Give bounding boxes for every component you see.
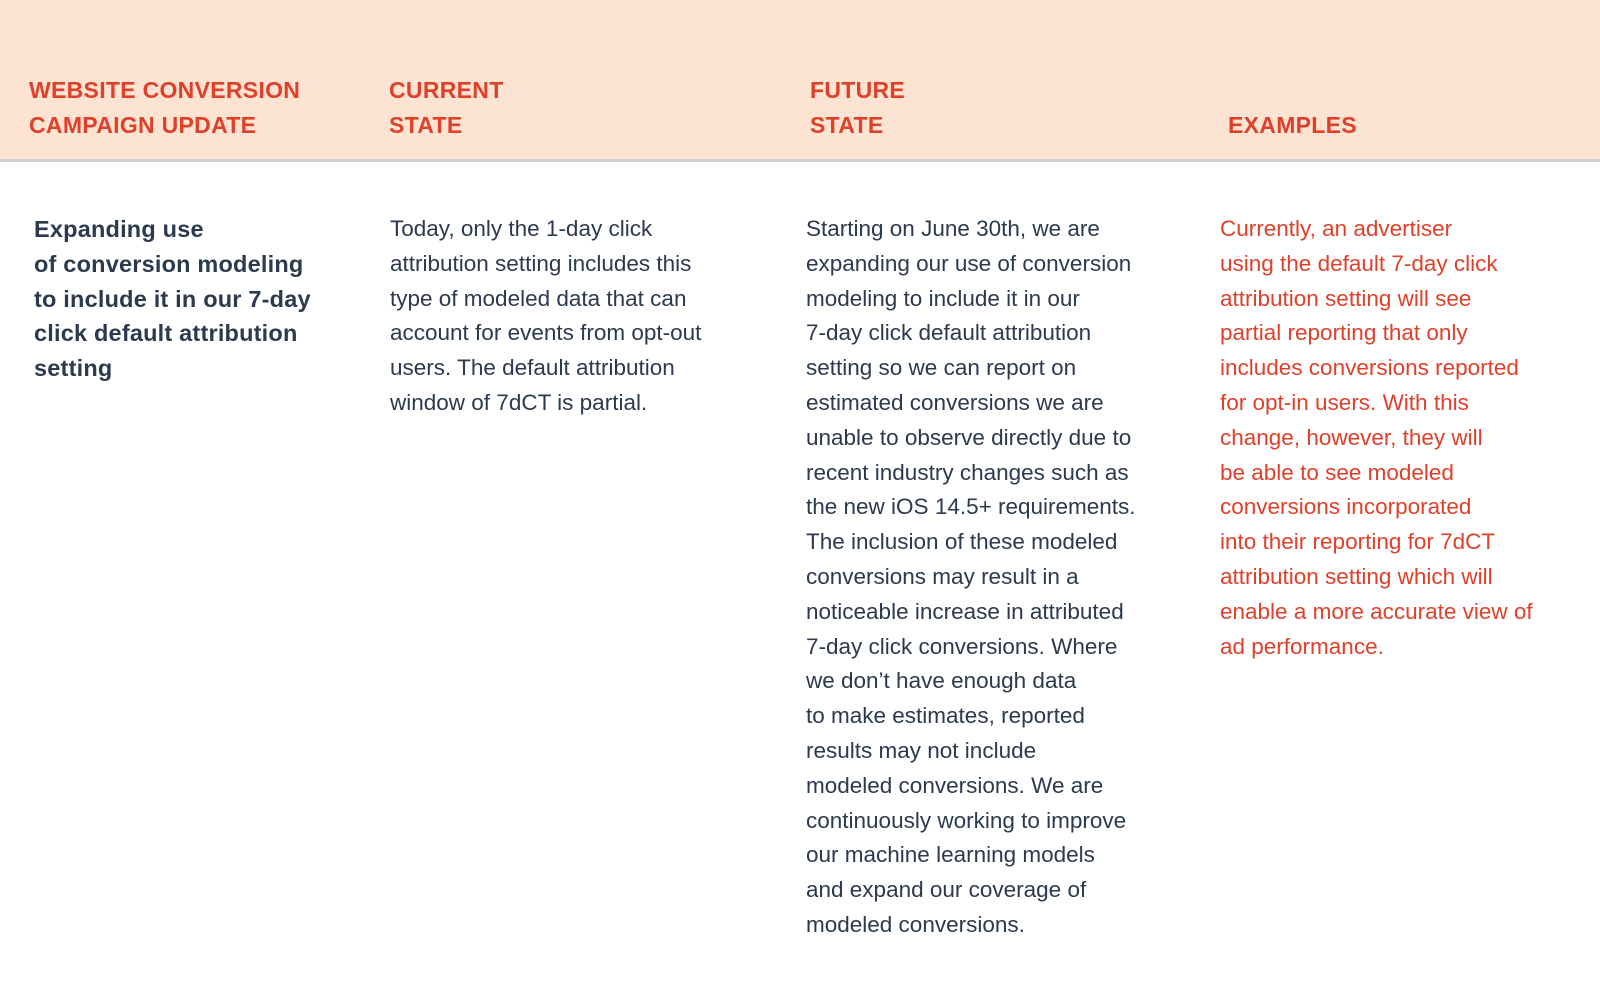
cell-current-state: Today, only the 1-day click attribution setting includes this type of modeled data that can account for events from opt-out users. The default attribution window of 7dCT is partial. [390, 216, 702, 415]
column-header-examples: EXAMPLES [1228, 112, 1357, 138]
column-header-future-state: FUTURE STATE [810, 77, 906, 138]
cell-campaign-update: Expanding use of conversion modeling to include it in our 7-day click default attribution setting [34, 216, 311, 382]
column-header-campaign-update: WEBSITE CONVERSION CAMPAIGN UPDATE [29, 77, 301, 138]
column-header-current-state: CURRENT STATE [389, 77, 504, 138]
cell-future-state: Starting on June 30th, we are expanding our use of conversion modeling to include it in our 7-day click default attribution setting so we can report on estimated conversions we are unable to observe directly due to recent industry changes such as the new iOS 14.5+ requirements. The inclusion of these modeled conversions may result in a noticeable increase in attributed 7-day click conversions. Where we don’t have enough data to make estimates, reported results may not include modeled conversions. We are continuously working to improve our machine learning models and expand our coverage of modeled conversions. [806, 216, 1136, 937]
table-header [0, 0, 1600, 162]
cell-examples: Currently, an advertiser using the default 7-day click attribution setting will see partial reporting that only includes conversions reported for opt-in users. With this change, however, they will be able to see modeled conversions incorporated into their reporting for 7dCT attribution setting which will enable a more accurate view of ad performance. [1220, 216, 1533, 659]
